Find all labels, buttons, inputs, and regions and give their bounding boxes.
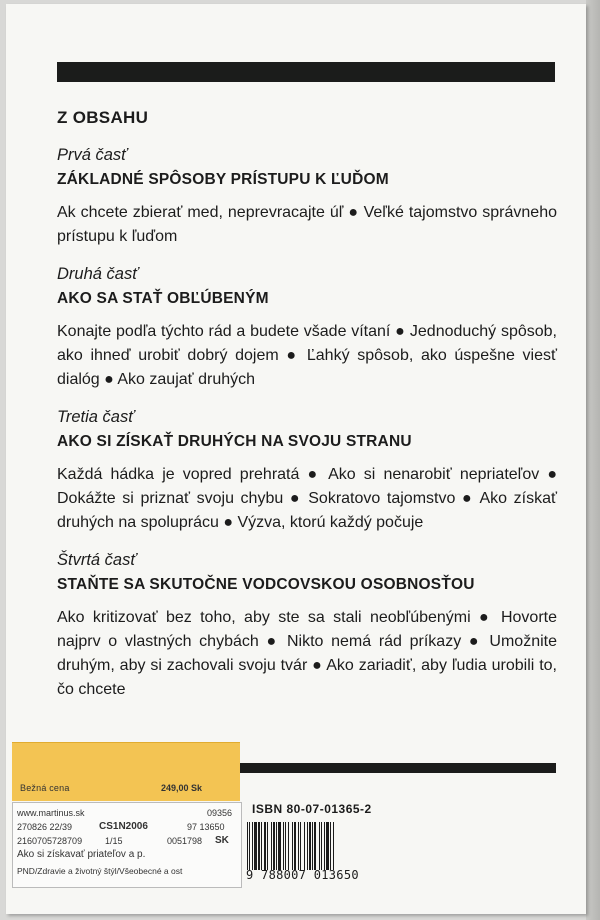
- part-4-title: STAŇTE SA SKUTOČNE VODCOVSKOU OSOBNOSŤOU: [57, 576, 475, 593]
- part-3-text: Každá hádka je vopred prehratá ● Ako si nenarobiť nepriateľov ● Dokážte si priznať svoju chybu ● Sokratovo tajomstvo ● Ako získať druhých na spoluprácu ● Výzva, ktorú každý počuje: [57, 466, 557, 531]
- store-line-1: [17, 807, 237, 819]
- store-catalog: CS1N2006: [99, 821, 148, 832]
- store-line-3: [17, 835, 237, 847]
- book-spine-edge: [586, 0, 600, 920]
- part-3: [57, 408, 557, 535]
- price-label: Bežná cena: [20, 783, 70, 793]
- part-1-label: Prvá časť: [57, 146, 128, 164]
- price-sticker: [12, 742, 240, 801]
- store-code-c: 0051798: [167, 836, 203, 846]
- contents-heading: Z OBSAHU: [57, 108, 149, 127]
- store-category: PND/Zdravie a životný štýl/Všeobecné a ost: [17, 866, 183, 876]
- part-2-text: Konajte podľa týchto rád a budete všade vítaní ● Jednoduchý spôsob, ako ihneď urobiť dobrý dojem ● Ľahký spôsob, ako úspešne viesť dialóg ● Ako zaujať druhých: [57, 323, 557, 388]
- top-decorative-bar: [57, 62, 555, 82]
- store-ean: 2160705728709: [17, 836, 83, 846]
- part-4: [57, 551, 557, 702]
- part-1: [57, 146, 557, 249]
- part-3-title: AKO SI ZÍSKAŤ DRUHÝCH NA SVOJU STRANU: [57, 433, 412, 450]
- store-date-code: 270826 22/39: [17, 822, 73, 832]
- store-lang: SK: [215, 835, 229, 846]
- store-fraction: 1/15: [105, 836, 123, 846]
- part-2: [57, 265, 557, 392]
- store-label: [12, 802, 242, 888]
- part-1-text: Ak chcete zbierať med, neprevracajte úľ ● Veľké tajomstvo správneho prístupu k ľuďom: [57, 204, 557, 245]
- part-3-label: Tretia časť: [57, 408, 135, 426]
- barcode-digits: 9 788007 013650: [246, 868, 359, 882]
- store-line-2: [17, 821, 237, 833]
- part-2-title: AKO SA STAŤ OBĽÚBENÝM: [57, 290, 269, 307]
- isbn-number: ISBN 80-07-01365-2: [252, 802, 372, 816]
- store-url: www.martinus.sk: [17, 808, 85, 818]
- part-1-title: ZÁKLADNÉ SPÔSOBY PRÍSTUPU K ĽUĎOM: [57, 171, 389, 188]
- store-code-b: 97 13650: [187, 822, 225, 832]
- price-row: [20, 783, 232, 793]
- contents-section: [57, 108, 557, 718]
- part-4-label: Štvrtá časť: [57, 551, 137, 569]
- part-4-text: Ako kritizovať bez toho, aby ste sa stali neobľúbenými ● Hovorte najprv o vlastných chybách ● Nikto nemá rád príkazy ● Umožnite druhým, aby si zachovali svoju tvár ● Ako zariadiť, aby ľudia urobili to, čo chcete: [57, 609, 557, 698]
- price-value: 249,00 Sk: [160, 783, 202, 793]
- store-code-a: 09356: [207, 808, 233, 818]
- bottom-decorative-bar: [238, 763, 556, 773]
- barcode: [246, 822, 364, 870]
- store-title: Ako si získavať priateľov a p.: [17, 849, 146, 860]
- part-2-label: Druhá časť: [57, 265, 139, 283]
